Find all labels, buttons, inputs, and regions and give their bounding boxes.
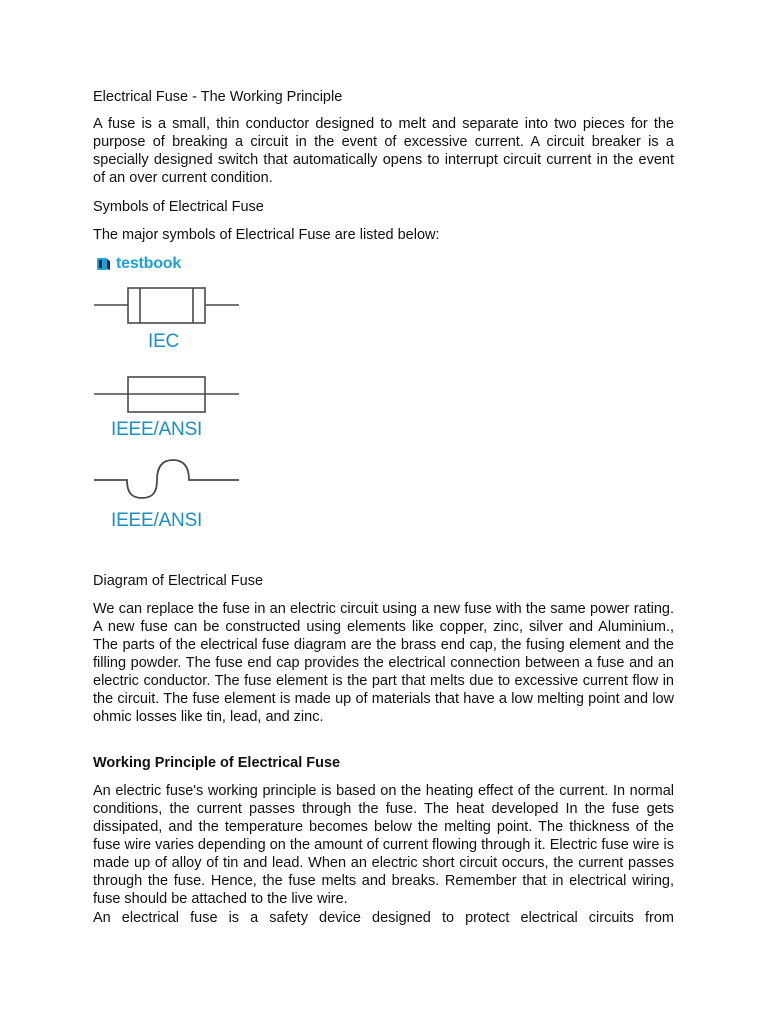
working-paragraph: An electric fuse's working principle is based on the heating effect of the current. In normal conditions, the current passes through the fuse. The heat developed In the fuse gets dissipated, and the temperature becomes below the melting point. The thickness of the fuse wire varies depending on the amount of current flowing through it. Electric fuse wire is made up of alloy of tin and lead. When an electric short circuit occurs, the current passes through the fuse. Hence, the fuse melts and breaks. Remember that in electrical wiring, fuse should be attached to the live wire.	[93, 783, 674, 907]
symbols-intro: The major symbols of Electrical Fuse are listed below:	[93, 227, 440, 243]
iec-fuse-symbol	[93, 284, 243, 356]
testbook-logo-text: testbook	[116, 255, 182, 272]
testbook-logo-icon	[96, 256, 112, 272]
symbol-label-iec: IEC	[148, 331, 180, 352]
testbook-logo	[96, 255, 181, 273]
iec-fuse-icon	[93, 284, 243, 328]
diagram-paragraph: We can replace the fuse in an electric circuit using a new fuse with the same power rating. A new fuse can be constructed using elements like copper, zinc, silver and Aluminium., The parts of the electrical fuse diagram are the brass end cap, the fusing element and the filling powder. The fuse end cap provides the electrical connection between a fuse and an electric conductor. The fuse element is the part that melts due to excessive current flow in the circuit. The fuse element is made up of materials that have a low melting point and low ohmic losses like tin, lead, and zinc.	[93, 601, 674, 725]
symbols-heading: Symbols of Electrical Fuse	[93, 199, 264, 215]
intro-paragraph: A fuse is a small, thin conductor designed to melt and separate into two pieces for the purpose of breaking a circuit in the event of excessive current. A circuit breaker is a specially designed switch that automatically opens to interrupt circuit current in the event of an over current condition.	[93, 116, 674, 186]
symbol-label-ieee-ansi-rect: IEEE/ANSI	[111, 419, 203, 440]
document-title: Electrical Fuse - The Working Principle	[93, 89, 343, 105]
working-heading: Working Principle of Electrical Fuse	[93, 755, 341, 771]
ieee-fuse-wave-icon	[93, 456, 243, 504]
symbol-label-ieee-ansi-wave: IEEE/ANSI	[111, 510, 203, 531]
diagram-heading: Diagram of Electrical Fuse	[93, 573, 264, 589]
closing-line: An electrical fuse is a safety device designed to protect electrical circuits from	[93, 910, 674, 926]
ieee-fuse-rect-icon	[93, 372, 243, 416]
ieee-ansi-wave-symbol	[93, 456, 243, 532]
ieee-ansi-rect-symbol	[93, 372, 243, 444]
